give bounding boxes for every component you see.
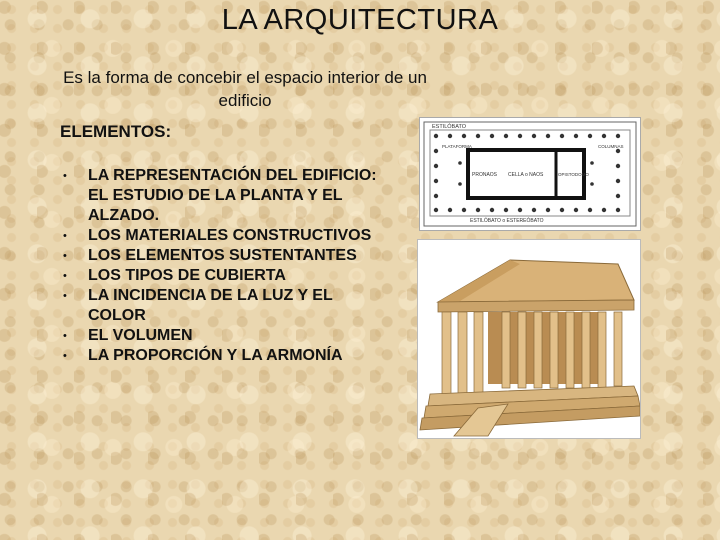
- plan-label-opistodomo: OPISTODOMO: [558, 172, 589, 177]
- list-item-text: LOS TIPOS DE CUBIERTA: [88, 267, 286, 284]
- plan-label-bottom: ESTILÓBATO o ESTEREÓBATO: [470, 218, 544, 224]
- list-item: [60, 286, 380, 326]
- plan-label-cella: CELLA o NAOS: [508, 172, 544, 178]
- plan-label-platform: PLATAFORMA: [442, 144, 472, 149]
- list-item: [60, 166, 380, 226]
- bullet-icon: •: [63, 350, 67, 362]
- list-item: [60, 266, 380, 286]
- list-item-text: LA PROPORCIÓN Y LA ARMONÍA: [88, 347, 343, 364]
- bullet-icon: •: [63, 330, 67, 342]
- bullet-icon: •: [63, 270, 67, 282]
- list-item: [60, 246, 380, 266]
- list-item-text: LA INCIDENCIA DE LA LUZ Y EL COLOR: [88, 287, 333, 324]
- list-item: [60, 226, 380, 246]
- temple-floor-plan-image: [420, 118, 640, 230]
- temple-illustration-image: [418, 240, 640, 438]
- bullet-icon: •: [63, 290, 67, 302]
- bullet-icon: •: [63, 170, 67, 182]
- list-item-text: LOS ELEMENTOS SUSTENTANTES: [88, 247, 357, 264]
- plan-label-columns: COLUMNAS: [598, 144, 624, 149]
- bullet-icon: •: [63, 230, 67, 242]
- bullet-icon: •: [63, 250, 67, 262]
- list-item: [60, 346, 380, 366]
- temple-drawing: [418, 240, 640, 438]
- plan-label-top: ESTILÓBATO: [432, 124, 467, 130]
- slide-subtitle: Es la forma de concebir el espacio interior de un edificio: [63, 68, 427, 110]
- elements-list: [60, 166, 380, 366]
- slide-title: LA ARQUITECTURA: [221, 4, 499, 36]
- list-item-text: LOS MATERIALES CONSTRUCTIVOS: [88, 227, 372, 244]
- list-item-text: EL VOLUMEN: [88, 327, 193, 344]
- list-item-text: LA REPRESENTACIÓN DEL EDIFICIO: EL ESTUDIO DE LA PLANTA Y EL ALZADO.: [88, 167, 377, 224]
- plan-label-pronaos: PRONAOS: [472, 172, 498, 178]
- list-item: [60, 326, 380, 346]
- floor-plan-drawing: [420, 118, 640, 230]
- elements-heading: ELEMENTOS:: [60, 122, 172, 141]
